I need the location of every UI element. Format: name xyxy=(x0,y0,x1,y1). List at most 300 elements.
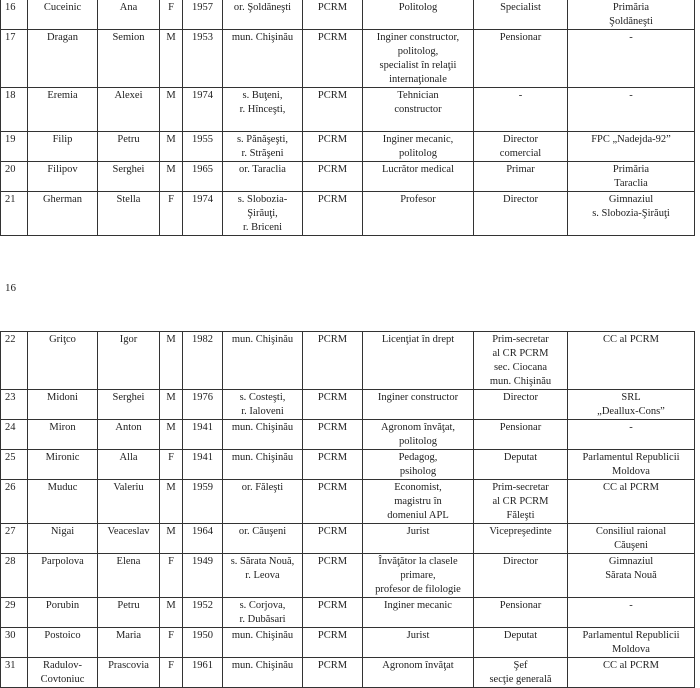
cell-text: 1941 xyxy=(192,452,213,463)
last-name-cell xyxy=(28,30,98,88)
cell-text: PCRM xyxy=(317,526,348,537)
cell-text: Învăţător la clasele xyxy=(378,556,458,567)
cell-text: r. Străşeni xyxy=(241,148,284,159)
cell-text: 1965 xyxy=(192,164,213,175)
cell-text: F xyxy=(168,556,174,567)
birth-year-cell xyxy=(183,0,223,30)
cell-text: Şef xyxy=(513,660,528,671)
row-number-cell xyxy=(1,554,28,598)
cell-text: Parlamentul Republicii xyxy=(582,630,680,641)
cell-text: Căuşeni xyxy=(614,540,648,551)
last-name-cell xyxy=(28,524,98,554)
position-cell xyxy=(474,628,568,658)
position-cell xyxy=(474,88,568,132)
cell-text: PCRM xyxy=(317,90,348,101)
cell-text: Făleşti xyxy=(506,510,535,521)
cell-text: comercial xyxy=(499,148,542,159)
party-cell xyxy=(303,0,363,30)
cell-text: Cuceinic xyxy=(43,2,82,13)
cell-text: Anton xyxy=(115,422,142,433)
cell-text: PCRM xyxy=(317,2,348,13)
cell-text: CC al PCRM xyxy=(602,482,660,493)
table-row xyxy=(1,598,695,628)
cell-text: Specialist xyxy=(500,2,541,13)
cell-text: Pensionar xyxy=(499,32,542,43)
last-name-cell xyxy=(28,598,98,628)
workplace-cell xyxy=(568,0,695,30)
first-name-cell xyxy=(98,450,160,480)
last-name-cell xyxy=(28,332,98,390)
sex-cell xyxy=(160,30,183,88)
last-name-cell xyxy=(28,162,98,192)
first-name-cell xyxy=(98,0,160,30)
last-name-cell xyxy=(28,450,98,480)
row-number-cell xyxy=(1,132,28,162)
cell-text: Postoico xyxy=(44,630,81,641)
cell-text: Director xyxy=(503,556,538,567)
cell-text: mun. Chişinău xyxy=(231,422,294,433)
workplace-cell xyxy=(568,30,695,88)
cell-text: PCRM xyxy=(317,194,348,205)
locality-cell xyxy=(223,192,303,236)
locality-cell xyxy=(223,390,303,420)
table-row xyxy=(1,390,695,420)
cell-text: Şirăuţi, xyxy=(247,208,278,219)
position-cell xyxy=(474,0,568,30)
cell-text: Pensionar xyxy=(499,600,542,611)
cell-text: r. Dubăsari xyxy=(239,614,286,625)
cell-text: secţie generală xyxy=(489,674,552,685)
cell-text: Economist, xyxy=(394,482,442,493)
cell-text: M xyxy=(166,164,176,175)
sex-cell xyxy=(160,628,183,658)
cell-text: 1955 xyxy=(192,134,213,145)
workplace-cell xyxy=(568,192,695,236)
position-cell xyxy=(474,450,568,480)
profession-cell xyxy=(363,332,474,390)
cell-text: Filip xyxy=(52,134,73,145)
row-number-cell xyxy=(1,524,28,554)
party-cell xyxy=(303,628,363,658)
row-number-cell xyxy=(1,450,28,480)
first-name-cell xyxy=(98,524,160,554)
cell-text: Parlamentul Republicii xyxy=(582,452,680,463)
first-name-cell xyxy=(98,390,160,420)
cell-text: Porubin xyxy=(45,600,80,611)
sex-cell xyxy=(160,554,183,598)
cell-text: r. Ialoveni xyxy=(241,406,284,417)
cell-text: internaţionale xyxy=(389,74,447,85)
cell-text: s. Slobozia-Şirăuţi xyxy=(592,208,670,219)
cell-text: SRL xyxy=(621,392,641,403)
locality-cell xyxy=(223,162,303,192)
birth-year-cell xyxy=(183,192,223,236)
cell-text: 29 xyxy=(5,600,16,611)
birth-year-cell xyxy=(183,132,223,162)
row-number-cell xyxy=(1,480,28,524)
table-row xyxy=(1,524,695,554)
first-name-cell xyxy=(98,598,160,628)
row-number-cell xyxy=(1,420,28,450)
workplace-cell xyxy=(568,332,695,390)
cell-text: Primăria xyxy=(612,164,650,175)
birth-year-cell xyxy=(183,554,223,598)
cell-text: Deputat xyxy=(503,452,538,463)
cell-text: Primar xyxy=(506,164,535,175)
table-row xyxy=(1,332,695,390)
sex-cell xyxy=(160,524,183,554)
cell-text: PCRM xyxy=(317,134,348,145)
cell-text: 24 xyxy=(5,422,16,433)
cell-text: Radulov- xyxy=(42,660,83,671)
cell-text: 18 xyxy=(5,90,16,101)
cell-text: sec. Ciocana xyxy=(493,362,548,373)
cell-text: Prascovia xyxy=(108,660,149,671)
birth-year-cell xyxy=(183,480,223,524)
party-cell xyxy=(303,420,363,450)
cell-text: M xyxy=(166,482,176,493)
cell-text: - xyxy=(629,90,633,101)
party-cell xyxy=(303,88,363,132)
table-row xyxy=(1,0,695,30)
position-cell xyxy=(474,554,568,598)
cell-text: Alexei xyxy=(114,90,143,101)
cell-text: M xyxy=(166,32,176,43)
cell-text: mun. Chişinău xyxy=(231,334,294,345)
cell-text: F xyxy=(168,452,174,463)
cell-text: - xyxy=(629,422,633,433)
position-cell xyxy=(474,390,568,420)
cell-text: 23 xyxy=(5,392,16,403)
locality-cell xyxy=(223,450,303,480)
cell-text: Moldova xyxy=(612,644,650,655)
cell-text: mun. Chişinău xyxy=(231,630,294,641)
table-row xyxy=(1,132,695,162)
cell-text: mun. Chişinău xyxy=(231,660,294,671)
cell-text: Pedagog, xyxy=(398,452,438,463)
cell-text: F xyxy=(168,630,174,641)
page-number: 16 xyxy=(5,282,16,294)
cell-text: s. Slobozia- xyxy=(237,194,288,205)
cell-text: 25 xyxy=(5,452,16,463)
table-row xyxy=(1,480,695,524)
party-cell xyxy=(303,598,363,628)
cell-text: Semion xyxy=(112,32,145,43)
birth-year-cell xyxy=(183,598,223,628)
cell-text: - xyxy=(518,90,523,101)
cell-text: or. Căuşeni xyxy=(238,526,287,537)
birth-year-cell xyxy=(183,658,223,688)
row-number-cell xyxy=(1,162,28,192)
cell-text: Dragan xyxy=(47,32,78,43)
birth-year-cell xyxy=(183,390,223,420)
cell-text: Tehnician xyxy=(397,90,439,101)
first-name-cell xyxy=(98,88,160,132)
party-cell xyxy=(303,162,363,192)
first-name-cell xyxy=(98,192,160,236)
party-cell xyxy=(303,554,363,598)
first-name-cell xyxy=(98,132,160,162)
birth-year-cell xyxy=(183,628,223,658)
profession-cell xyxy=(363,524,474,554)
profession-cell xyxy=(363,132,474,162)
party-cell xyxy=(303,390,363,420)
last-name-cell xyxy=(28,480,98,524)
table-row xyxy=(1,88,695,132)
workplace-cell xyxy=(568,88,695,132)
party-cell xyxy=(303,450,363,480)
last-name-cell xyxy=(28,554,98,598)
cell-text: Parpolova xyxy=(41,556,84,567)
cell-text: Gherman xyxy=(42,194,83,205)
sex-cell xyxy=(160,480,183,524)
cell-text: Inginer constructor xyxy=(377,392,459,403)
cell-text: Alla xyxy=(119,452,138,463)
sex-cell xyxy=(160,332,183,390)
workplace-cell xyxy=(568,390,695,420)
cell-text: 1974 xyxy=(192,194,213,205)
cell-text: al CR PCRM xyxy=(492,348,549,359)
cell-text: Stella xyxy=(116,194,141,205)
cell-text: or. Taraclia xyxy=(239,164,286,175)
cell-text: M xyxy=(166,134,176,145)
cell-text: 1961 xyxy=(192,660,213,671)
cell-text: Licenţiat în drept xyxy=(381,334,455,345)
locality-cell xyxy=(223,658,303,688)
cell-text: 1953 xyxy=(192,32,213,43)
last-name-cell xyxy=(28,390,98,420)
row-number-cell xyxy=(1,390,28,420)
last-name-cell xyxy=(28,192,98,236)
cell-text: M xyxy=(166,334,176,345)
locality-cell xyxy=(223,524,303,554)
table-row xyxy=(1,450,695,480)
profession-cell xyxy=(363,0,474,30)
cell-text: Şoldăneşti xyxy=(609,16,653,27)
cell-text: Inginer mecanic, xyxy=(382,134,454,145)
cell-text: mun. Chişinău xyxy=(231,452,294,463)
cell-text: Maria xyxy=(115,630,142,641)
cell-text: PCRM xyxy=(317,600,348,611)
cell-text: PCRM xyxy=(317,482,348,493)
cell-text: Agronom învăţat xyxy=(382,660,454,671)
cell-text: al CR PCRM xyxy=(492,496,549,507)
cell-text: magistru în xyxy=(394,496,442,507)
position-cell xyxy=(474,192,568,236)
birth-year-cell xyxy=(183,30,223,88)
locality-cell xyxy=(223,480,303,524)
table-row xyxy=(1,420,695,450)
cell-text: Director xyxy=(503,134,538,145)
profession-cell xyxy=(363,628,474,658)
position-cell xyxy=(474,524,568,554)
workplace-cell xyxy=(568,450,695,480)
cell-text: Covtoniuc xyxy=(40,674,85,685)
cell-text: PCRM xyxy=(317,422,348,433)
profession-cell xyxy=(363,192,474,236)
table-row xyxy=(1,658,695,688)
cell-text: s. Sărata Nouă, xyxy=(230,556,295,567)
first-name-cell xyxy=(98,332,160,390)
first-name-cell xyxy=(98,480,160,524)
position-cell xyxy=(474,658,568,688)
cell-text: „Deallux-Cons” xyxy=(597,406,665,417)
cell-text: Inginer mecanic xyxy=(384,600,452,611)
birth-year-cell xyxy=(183,162,223,192)
row-number-cell xyxy=(1,598,28,628)
cell-text: Politolog xyxy=(398,2,438,13)
cell-text: Primăria xyxy=(612,2,650,13)
cell-text: psiholog xyxy=(399,466,437,477)
cell-text: or. Făleşti xyxy=(241,482,284,493)
birth-year-cell xyxy=(183,450,223,480)
profession-cell xyxy=(363,480,474,524)
cell-text: 17 xyxy=(5,32,16,43)
cell-text: 1941 xyxy=(192,422,213,433)
first-name-cell xyxy=(98,554,160,598)
first-name-cell xyxy=(98,628,160,658)
cell-text: politolog, xyxy=(397,46,439,57)
cell-text: 30 xyxy=(5,630,16,641)
first-name-cell xyxy=(98,658,160,688)
cell-text: 27 xyxy=(5,526,16,537)
cell-text: Gimnaziul xyxy=(608,556,654,567)
cell-text: FPC „Nadejda-92” xyxy=(591,134,671,145)
cell-text: Serghei xyxy=(112,164,145,175)
birth-year-cell xyxy=(183,524,223,554)
cell-text: - xyxy=(629,600,633,611)
cell-text: Gimnaziul xyxy=(608,194,654,205)
party-cell xyxy=(303,192,363,236)
position-cell xyxy=(474,162,568,192)
cell-text: Consiliul raional xyxy=(595,526,667,537)
cell-text: s. Costeşti, xyxy=(239,392,286,403)
cell-text: Sărata Nouă xyxy=(605,570,657,581)
last-name-cell xyxy=(28,88,98,132)
cell-text: 1976 xyxy=(192,392,213,403)
row-number-cell xyxy=(1,332,28,390)
cell-text: s. Pănăşeşti, xyxy=(236,134,289,145)
cell-text: politolog xyxy=(399,436,437,447)
locality-cell xyxy=(223,628,303,658)
sex-cell xyxy=(160,88,183,132)
cell-text: 1982 xyxy=(192,334,213,345)
cell-text: r. Hînceşti, xyxy=(239,104,286,115)
sex-cell xyxy=(160,598,183,628)
row-number-cell xyxy=(1,658,28,688)
profession-cell xyxy=(363,598,474,628)
sex-cell xyxy=(160,658,183,688)
cell-text: Valeriu xyxy=(113,482,144,493)
table-row xyxy=(1,162,695,192)
cell-text: 1964 xyxy=(192,526,213,537)
cell-text: 28 xyxy=(5,556,16,567)
first-name-cell xyxy=(98,30,160,88)
workplace-cell xyxy=(568,658,695,688)
sex-cell xyxy=(160,192,183,236)
cell-text: Eremia xyxy=(47,90,78,101)
table-row xyxy=(1,192,695,236)
cell-text: Deputat xyxy=(503,630,538,641)
row-number-cell xyxy=(1,0,28,30)
row-number-cell xyxy=(1,30,28,88)
table-row xyxy=(1,628,695,658)
cell-text: 1957 xyxy=(192,2,213,13)
party-cell xyxy=(303,332,363,390)
cell-text: PCRM xyxy=(317,392,348,403)
cell-text: s. Corjova, xyxy=(239,600,286,611)
cell-text: CC al PCRM xyxy=(602,660,660,671)
cell-text: 22 xyxy=(5,334,16,345)
cell-text: constructor xyxy=(394,104,442,115)
cell-text: Prim-secretar xyxy=(492,334,549,345)
cell-text: 1974 xyxy=(192,90,213,101)
profession-cell xyxy=(363,420,474,450)
last-name-cell xyxy=(28,132,98,162)
cell-text: Taraclia xyxy=(614,178,648,189)
cell-text: M xyxy=(166,90,176,101)
cell-text: CC al PCRM xyxy=(602,334,660,345)
cell-text: Miron xyxy=(49,422,76,433)
cell-text: PCRM xyxy=(317,660,348,671)
cell-text: or. Şoldăneşti xyxy=(233,2,292,13)
cell-text: Filipov xyxy=(47,164,78,175)
position-cell xyxy=(474,332,568,390)
birth-year-cell xyxy=(183,332,223,390)
locality-cell xyxy=(223,420,303,450)
profession-cell xyxy=(363,30,474,88)
cell-text: Griţco xyxy=(49,334,76,345)
cell-text: PCRM xyxy=(317,556,348,567)
cell-text: 1950 xyxy=(192,630,213,641)
locality-cell xyxy=(223,598,303,628)
workplace-cell xyxy=(568,420,695,450)
position-cell xyxy=(474,132,568,162)
cell-text: specialist în relaţii xyxy=(379,60,457,71)
cell-text: Elena xyxy=(116,556,141,567)
position-cell xyxy=(474,480,568,524)
sex-cell xyxy=(160,420,183,450)
cell-text: 1959 xyxy=(192,482,213,493)
workplace-cell xyxy=(568,524,695,554)
cell-text: PCRM xyxy=(317,334,348,345)
cell-text: 1949 xyxy=(192,556,213,567)
sex-cell xyxy=(160,450,183,480)
cell-text: Prim-secretar xyxy=(492,482,549,493)
cell-text: Inginer constructor, xyxy=(376,32,460,43)
last-name-cell xyxy=(28,628,98,658)
party-cell xyxy=(303,30,363,88)
table-row xyxy=(1,554,695,598)
profession-cell xyxy=(363,88,474,132)
cell-text: Midoni xyxy=(47,392,78,403)
position-cell xyxy=(474,30,568,88)
first-name-cell xyxy=(98,420,160,450)
cell-text: F xyxy=(168,660,174,671)
locality-cell xyxy=(223,332,303,390)
last-name-cell xyxy=(28,658,98,688)
candidates-table-bottom xyxy=(0,331,695,688)
row-number-cell xyxy=(1,628,28,658)
cell-text: PCRM xyxy=(317,32,348,43)
cell-text: 16 xyxy=(5,2,16,13)
workplace-cell xyxy=(568,162,695,192)
cell-text: Veaceslav xyxy=(107,526,150,537)
cell-text: PCRM xyxy=(317,630,348,641)
locality-cell xyxy=(223,554,303,598)
party-cell xyxy=(303,524,363,554)
party-cell xyxy=(303,658,363,688)
